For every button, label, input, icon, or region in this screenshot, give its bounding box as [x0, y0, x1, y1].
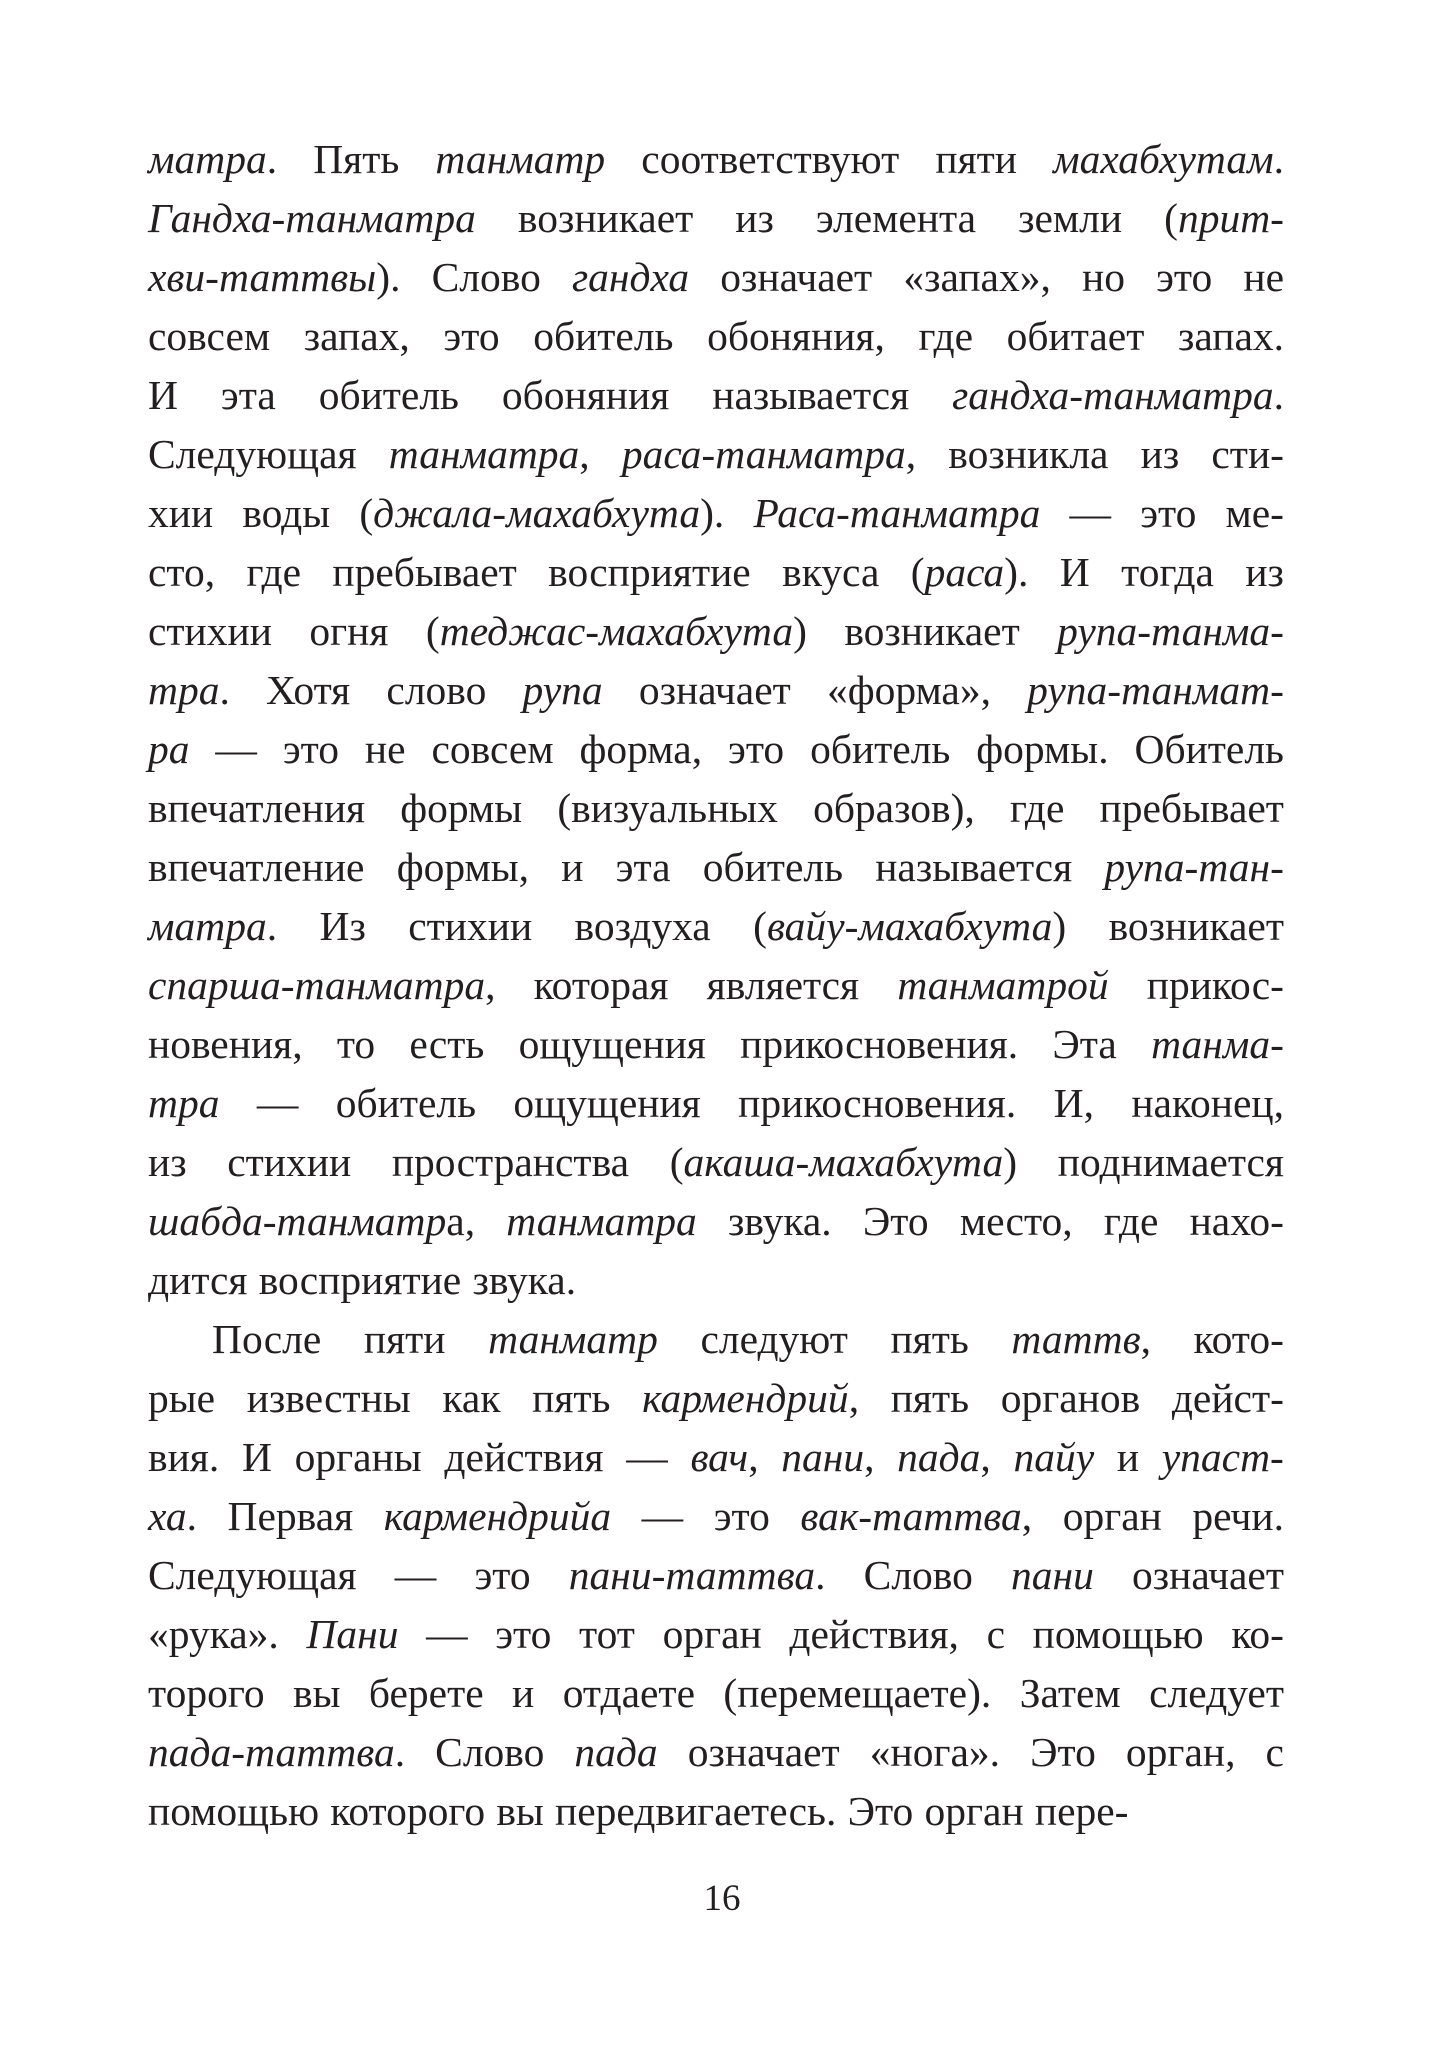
- word: хви-таттвы).: [148, 254, 401, 300]
- word: танматра,: [388, 431, 590, 477]
- word: Обитель: [1134, 726, 1284, 772]
- word: которого: [330, 1788, 486, 1834]
- word: И,: [1053, 1080, 1094, 1126]
- text-line: [148, 366, 1284, 425]
- word: с: [1265, 1729, 1284, 1775]
- word: рупа: [522, 667, 603, 713]
- word: Гандха-танматра: [148, 195, 476, 241]
- word: Следующая: [148, 431, 357, 477]
- word: Это: [847, 1788, 914, 1834]
- word: орган: [1062, 1493, 1162, 1539]
- word: запах.: [1177, 313, 1284, 359]
- word: не: [364, 726, 406, 772]
- word: И: [1059, 549, 1090, 595]
- word: ме-: [1225, 490, 1284, 536]
- word: вы: [293, 1670, 341, 1716]
- word: танматра: [506, 1198, 697, 1244]
- word: —: [1069, 490, 1112, 536]
- word: форма,: [579, 726, 703, 772]
- word: пяти: [363, 1316, 446, 1362]
- word: где: [246, 549, 302, 595]
- word: органы: [294, 1434, 422, 1480]
- word: Первая: [227, 1493, 354, 1539]
- word: пребывает: [1099, 785, 1284, 831]
- word: ра: [148, 726, 190, 772]
- word: «форма»,: [826, 667, 991, 713]
- word: следует: [1149, 1670, 1284, 1716]
- word: шабда-танматра,: [148, 1198, 476, 1244]
- word: (раса).: [910, 549, 1029, 595]
- word: совсем: [148, 313, 271, 359]
- text-line: [148, 1723, 1284, 1782]
- word: упаст-: [1161, 1434, 1284, 1480]
- word: это: [1156, 254, 1213, 300]
- word: пять: [532, 1375, 611, 1421]
- paragraph-1: [148, 130, 1284, 1310]
- text-line: [148, 189, 1284, 248]
- text-line: [148, 1369, 1284, 1428]
- word: тра.: [148, 667, 230, 713]
- text-line: [148, 1782, 1284, 1841]
- word: кармендрий,: [642, 1375, 860, 1421]
- word: вы: [496, 1788, 544, 1834]
- word: как: [442, 1375, 501, 1421]
- word: гандха: [571, 254, 690, 300]
- word: —: [256, 1080, 299, 1126]
- text-line: [148, 1487, 1284, 1546]
- word: звука.: [472, 1257, 577, 1303]
- word: вач,: [690, 1434, 759, 1480]
- word: кармендрийа: [383, 1493, 612, 1539]
- word: формы: [400, 785, 523, 831]
- word: но: [1081, 254, 1125, 300]
- word: огня: [309, 608, 389, 654]
- text-line: [148, 130, 1284, 189]
- word: возникла: [948, 431, 1109, 477]
- word: пять: [890, 1316, 969, 1362]
- word: Это: [862, 1198, 929, 1244]
- word: воды: [242, 490, 331, 536]
- text-line: [148, 956, 1284, 1015]
- text-line: [148, 1251, 1284, 1310]
- word: дится: [148, 1257, 248, 1303]
- word: это: [728, 726, 785, 772]
- word: пере-: [1034, 1788, 1129, 1834]
- word: вкуса: [782, 549, 880, 595]
- text-line: [148, 1546, 1284, 1605]
- word: пайу: [1013, 1434, 1095, 1480]
- word: где: [1009, 785, 1065, 831]
- word: тот: [579, 1611, 635, 1657]
- text-line: [148, 1133, 1284, 1192]
- word: обитель: [702, 844, 843, 890]
- word: —: [394, 1552, 437, 1598]
- word: называется: [712, 372, 910, 418]
- word: отдаете: [562, 1670, 695, 1716]
- text-line: [148, 1605, 1284, 1664]
- word: Слово: [863, 1552, 973, 1598]
- text-line: [148, 1074, 1284, 1133]
- word: «нога».: [869, 1729, 1001, 1775]
- word: (визуальных: [557, 785, 778, 831]
- word: где: [1103, 1198, 1159, 1244]
- word: орган: [662, 1611, 762, 1657]
- word: пани: [1011, 1552, 1094, 1598]
- word: наконец,: [1131, 1080, 1284, 1126]
- word: называется: [875, 844, 1073, 890]
- word: обоняния,: [707, 313, 885, 359]
- word: это: [282, 726, 339, 772]
- word: означает: [687, 1729, 840, 1775]
- word: обитель: [533, 313, 674, 359]
- word: формы,: [396, 844, 529, 890]
- text-line: [148, 307, 1284, 366]
- word: это: [443, 313, 500, 359]
- word: эта: [220, 372, 276, 418]
- word: (вайу-махабхута): [753, 903, 1067, 949]
- word: известны: [246, 1375, 411, 1421]
- word: Хотя: [266, 667, 351, 713]
- text-line: [148, 779, 1284, 838]
- word: воздуха: [574, 903, 711, 949]
- word: орган,: [1125, 1729, 1236, 1775]
- word: впечатления: [148, 785, 366, 831]
- word: ха.: [148, 1493, 197, 1539]
- word: сто,: [148, 549, 216, 595]
- word: образов),: [813, 785, 975, 831]
- word: пада-таттва.: [148, 1729, 406, 1775]
- word: звука.: [728, 1198, 832, 1244]
- word: обитель: [318, 372, 459, 418]
- word: и: [561, 844, 584, 890]
- text-line: [148, 1428, 1284, 1487]
- word: спарша-танматра,: [148, 962, 496, 1008]
- word: стихии: [148, 608, 272, 654]
- word: ко-: [1231, 1611, 1284, 1657]
- text-line: [148, 1015, 1284, 1074]
- word: пани-таттва.: [568, 1552, 826, 1598]
- word: сти-: [1211, 431, 1284, 477]
- word: —: [641, 1493, 684, 1539]
- word: означает: [1132, 1552, 1284, 1598]
- word: поднимается: [1057, 1139, 1284, 1185]
- word: «рука».: [148, 1611, 279, 1657]
- word: обитает: [1006, 313, 1145, 359]
- word: где: [918, 313, 974, 359]
- word: стихии: [408, 903, 533, 949]
- word: Раса-танматра: [753, 490, 1041, 536]
- word: (прит-: [1164, 195, 1284, 241]
- text-line: [148, 661, 1284, 720]
- word: Эта: [1052, 1021, 1117, 1067]
- word: ощущения: [518, 1021, 706, 1067]
- word: вия.: [148, 1434, 220, 1480]
- word: из: [1245, 549, 1284, 595]
- word: (акаша-махабхута): [669, 1139, 1018, 1185]
- word: матра.: [148, 136, 278, 182]
- page-number: 16: [703, 1878, 741, 1919]
- paragraph-2: [148, 1310, 1284, 1841]
- word: танматр: [435, 136, 606, 182]
- word: —: [426, 1611, 468, 1657]
- word: это: [1140, 490, 1197, 536]
- word: есть: [409, 1021, 485, 1067]
- word: которая: [533, 962, 669, 1008]
- word: возникает: [517, 195, 694, 241]
- word: из: [1140, 431, 1180, 477]
- word: обитель: [810, 726, 951, 772]
- word: с: [986, 1611, 1005, 1657]
- word: «запах»,: [903, 254, 1051, 300]
- text-line: [148, 484, 1284, 543]
- word: место,: [959, 1198, 1073, 1244]
- word: формы.: [976, 726, 1109, 772]
- word: речи.: [1192, 1493, 1284, 1539]
- word: Слово: [435, 1729, 545, 1775]
- word: пять: [890, 1375, 970, 1421]
- word: передвигаетесь.: [555, 1788, 837, 1834]
- word: стихии: [227, 1139, 352, 1185]
- word: впечатление: [148, 844, 365, 890]
- word: торого: [148, 1670, 265, 1716]
- word: пребывает: [332, 549, 517, 595]
- word: рупа-танмат-: [1027, 667, 1284, 713]
- word: (джала-махабхута).: [359, 490, 725, 536]
- word: Следующая: [148, 1552, 357, 1598]
- word: из: [735, 195, 774, 241]
- word: пани,: [781, 1434, 875, 1480]
- word: гандха-танматра.: [952, 372, 1284, 418]
- word: пада,: [897, 1434, 991, 1480]
- word: Затем: [1019, 1670, 1121, 1716]
- text-line: [148, 1192, 1284, 1251]
- word: дейст-: [1171, 1375, 1284, 1421]
- word: вак-таттва,: [800, 1493, 1033, 1539]
- word: запах,: [303, 313, 410, 359]
- word: помощью: [148, 1788, 320, 1834]
- word: элемента: [815, 195, 977, 241]
- word: совсем: [431, 726, 554, 772]
- word: обитель: [335, 1080, 477, 1126]
- word: помощью: [1032, 1611, 1204, 1657]
- word: рупа-танма-: [1057, 608, 1284, 654]
- word: соответствуют: [641, 136, 900, 182]
- word: тогда: [1121, 549, 1214, 595]
- text-line: [148, 543, 1284, 602]
- word: восприятие: [258, 1257, 462, 1303]
- word: обоняния: [501, 372, 670, 418]
- word: (теджас-махабхута): [425, 608, 807, 654]
- word: действия: [444, 1434, 604, 1480]
- word: берете: [368, 1670, 484, 1716]
- word: не: [1243, 254, 1284, 300]
- word: —: [626, 1434, 668, 1480]
- word: И: [241, 1434, 272, 1480]
- word: пада: [574, 1729, 658, 1775]
- word: эта: [615, 844, 671, 890]
- text-line: [148, 1310, 1284, 1369]
- word: тра: [148, 1080, 220, 1126]
- word: И: [148, 372, 178, 418]
- word: таттв,: [1011, 1316, 1151, 1362]
- word: матра.: [148, 903, 278, 949]
- word: (перемещаете).: [723, 1670, 992, 1716]
- word: то: [336, 1021, 376, 1067]
- word: прикосновения.: [738, 1080, 1017, 1126]
- word: После: [212, 1316, 322, 1362]
- word: это: [474, 1552, 531, 1598]
- word: танматрой: [897, 962, 1109, 1008]
- word: —: [215, 726, 257, 772]
- text-line: [148, 1664, 1284, 1723]
- word: земли: [1018, 195, 1123, 241]
- text-line: [148, 248, 1284, 307]
- word: из: [148, 1139, 187, 1185]
- word: следуют: [700, 1316, 848, 1362]
- word: Слово: [431, 254, 541, 300]
- page-body-text: [148, 130, 1284, 1841]
- word: танма-: [1151, 1021, 1284, 1067]
- word: восприятие: [548, 549, 751, 595]
- word: означает: [638, 667, 791, 713]
- word: это: [495, 1611, 552, 1657]
- word: пяти: [935, 136, 1018, 182]
- word: Это: [1030, 1729, 1096, 1775]
- word: Пани: [306, 1611, 399, 1657]
- word: танматр: [488, 1316, 658, 1362]
- word: ощущения: [513, 1080, 701, 1126]
- word: пространства: [391, 1139, 630, 1185]
- word: означает: [720, 254, 873, 300]
- text-line: [148, 897, 1284, 956]
- word: новения,: [148, 1021, 303, 1067]
- text-line: [148, 425, 1284, 484]
- word: и: [512, 1670, 535, 1716]
- word: слово: [386, 667, 487, 713]
- word: это: [713, 1493, 770, 1539]
- word: рупа-тан-: [1104, 844, 1284, 890]
- word: возникает: [1108, 903, 1284, 949]
- word: орган: [924, 1788, 1024, 1834]
- word: хии: [148, 490, 214, 536]
- word: Из: [319, 903, 366, 949]
- word: и: [1116, 1434, 1140, 1480]
- word: кото-: [1193, 1316, 1284, 1362]
- word: Пять: [313, 136, 400, 182]
- word: рые: [148, 1375, 216, 1421]
- word: действия,: [789, 1611, 959, 1657]
- text-line: [148, 602, 1284, 661]
- word: прикосновения.: [740, 1021, 1019, 1067]
- word: возникает: [844, 608, 1020, 654]
- word: органов: [1000, 1375, 1141, 1421]
- word: нахо-: [1189, 1198, 1284, 1244]
- word: прикос-: [1146, 962, 1284, 1008]
- text-line: [148, 720, 1284, 779]
- word: махабхутам.: [1053, 136, 1284, 182]
- text-line: [148, 838, 1284, 897]
- word: является: [706, 962, 860, 1008]
- word: раса-танматра,: [621, 431, 917, 477]
